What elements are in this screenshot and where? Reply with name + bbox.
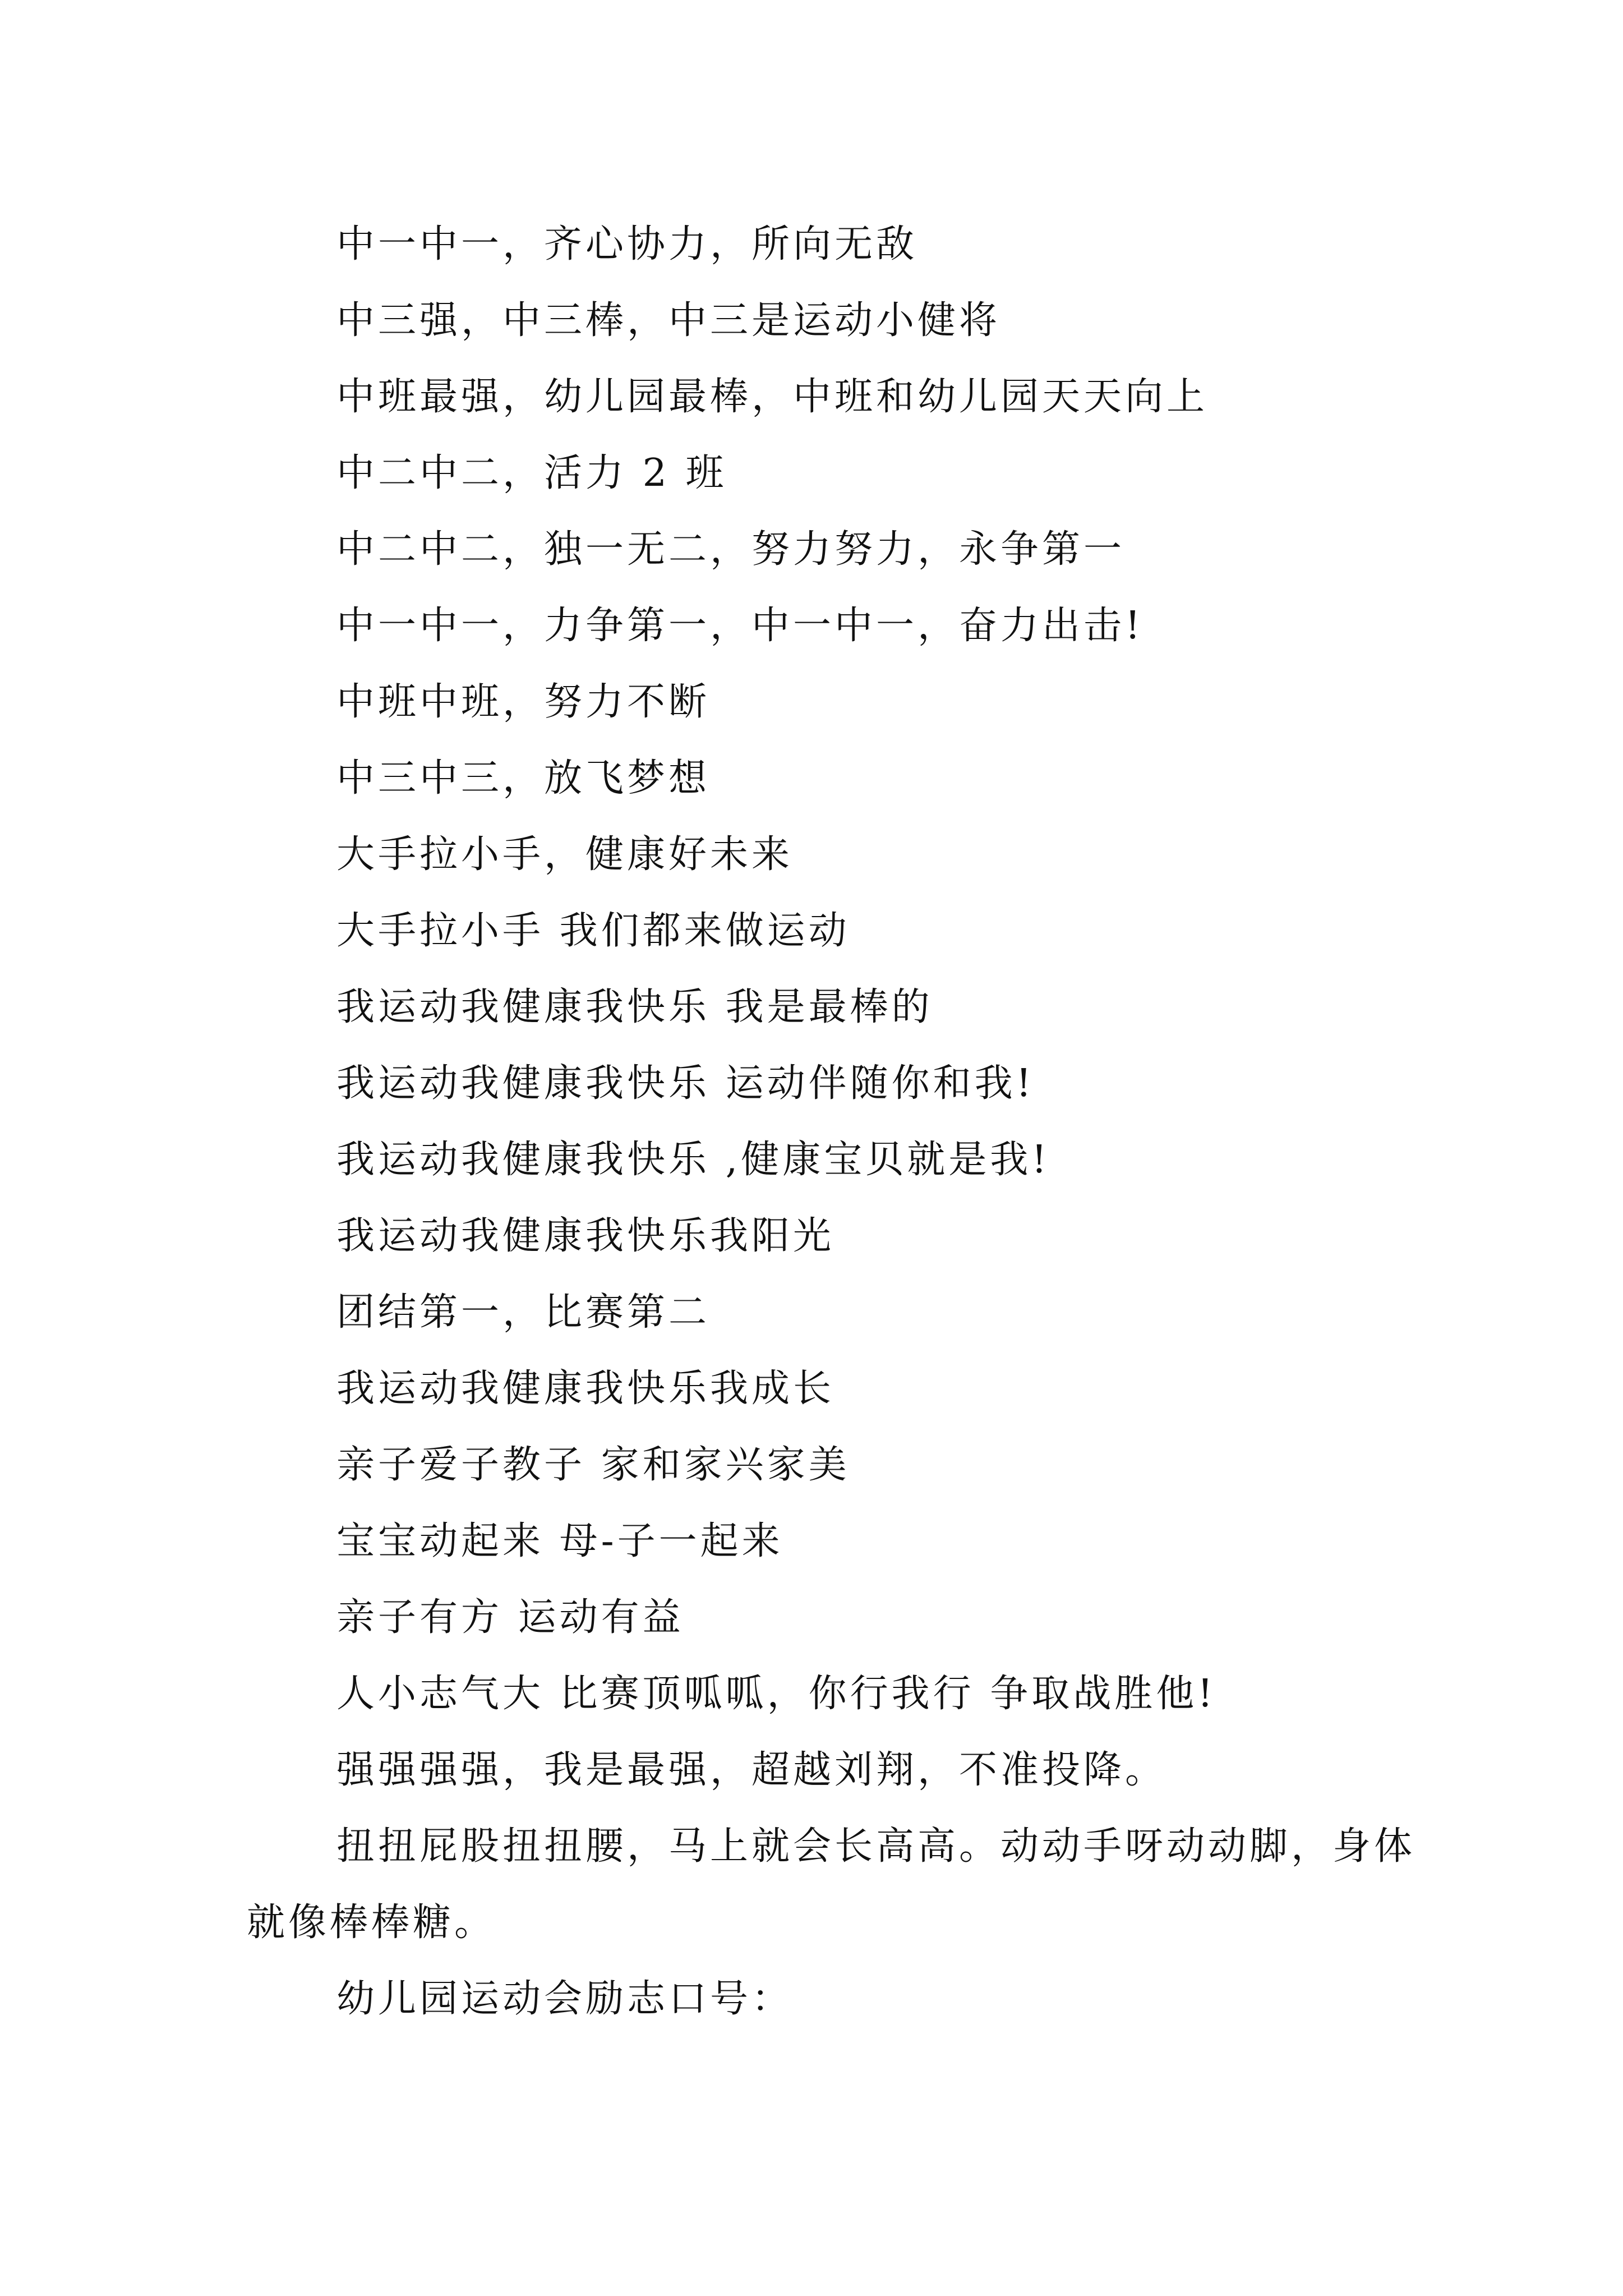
section-heading: 幼儿园运动会励志口号： — [336, 1977, 794, 2021]
slogan-line: 强强强强，我是最强，超越刘翔，不准投降。 — [336, 1748, 1167, 1792]
slogan-line: 中班中班，努力不断 — [336, 680, 711, 724]
slogan-line: 我运动我健康我快乐 运动伴随你和我! — [336, 1061, 1035, 1106]
slogan-line: 我运动我健康我快乐 ,健康宝贝就是我! — [336, 1138, 1050, 1182]
slogan-line: 我运动我健康我快乐我阳光 — [336, 1214, 835, 1258]
slogan-line: 中一中一，力争第一，中一中一，奋力出击! — [336, 604, 1144, 648]
slogan-line: 亲子有方 运动有益 — [336, 1595, 684, 1640]
slogan-line: 中三强，中三棒，中三是运动小健将 — [336, 298, 1001, 343]
slogan-line: 中二中二，独一无二，努力努力，永争第一 — [336, 527, 1126, 572]
slogan-line: 亲子爱子教子 家和家兴家美 — [336, 1443, 850, 1487]
slogan-line: 团结第一，比赛第二 — [336, 1290, 711, 1335]
document-body — [247, 206, 1430, 2037]
slogan-line: 宝宝动起来 母-子一起来 — [336, 1519, 783, 1563]
slogan-line: 我运动我健康我快乐我成长 — [336, 1366, 835, 1411]
slogan-line: 我运动我健康我快乐 我是最棒的 — [336, 985, 933, 1029]
slogan-line: 大手拉小手 我们都来做运动 — [336, 909, 850, 953]
slogan-line: 大手拉小手，健康好未来 — [336, 832, 794, 877]
slogan-line: 中班最强，幼儿园最棒，中班和幼儿园天天向上 — [336, 375, 1209, 419]
slogan-line: 中三中三，放飞梦想 — [336, 756, 711, 800]
slogan-paragraph: 扭扭屁股扭扭腰，马上就会长高高。动动手呀动动脚，身体就像棒棒糖。 — [247, 1824, 1416, 1945]
slogan-line: 中一中一，齐心协力，所向无敌 — [336, 222, 918, 266]
slogan-line: 中二中二，活力 2 班 — [336, 451, 727, 495]
slogan-line: 人小志气大 比赛顶呱呱，你行我行 争取战胜他! — [336, 1672, 1216, 1716]
